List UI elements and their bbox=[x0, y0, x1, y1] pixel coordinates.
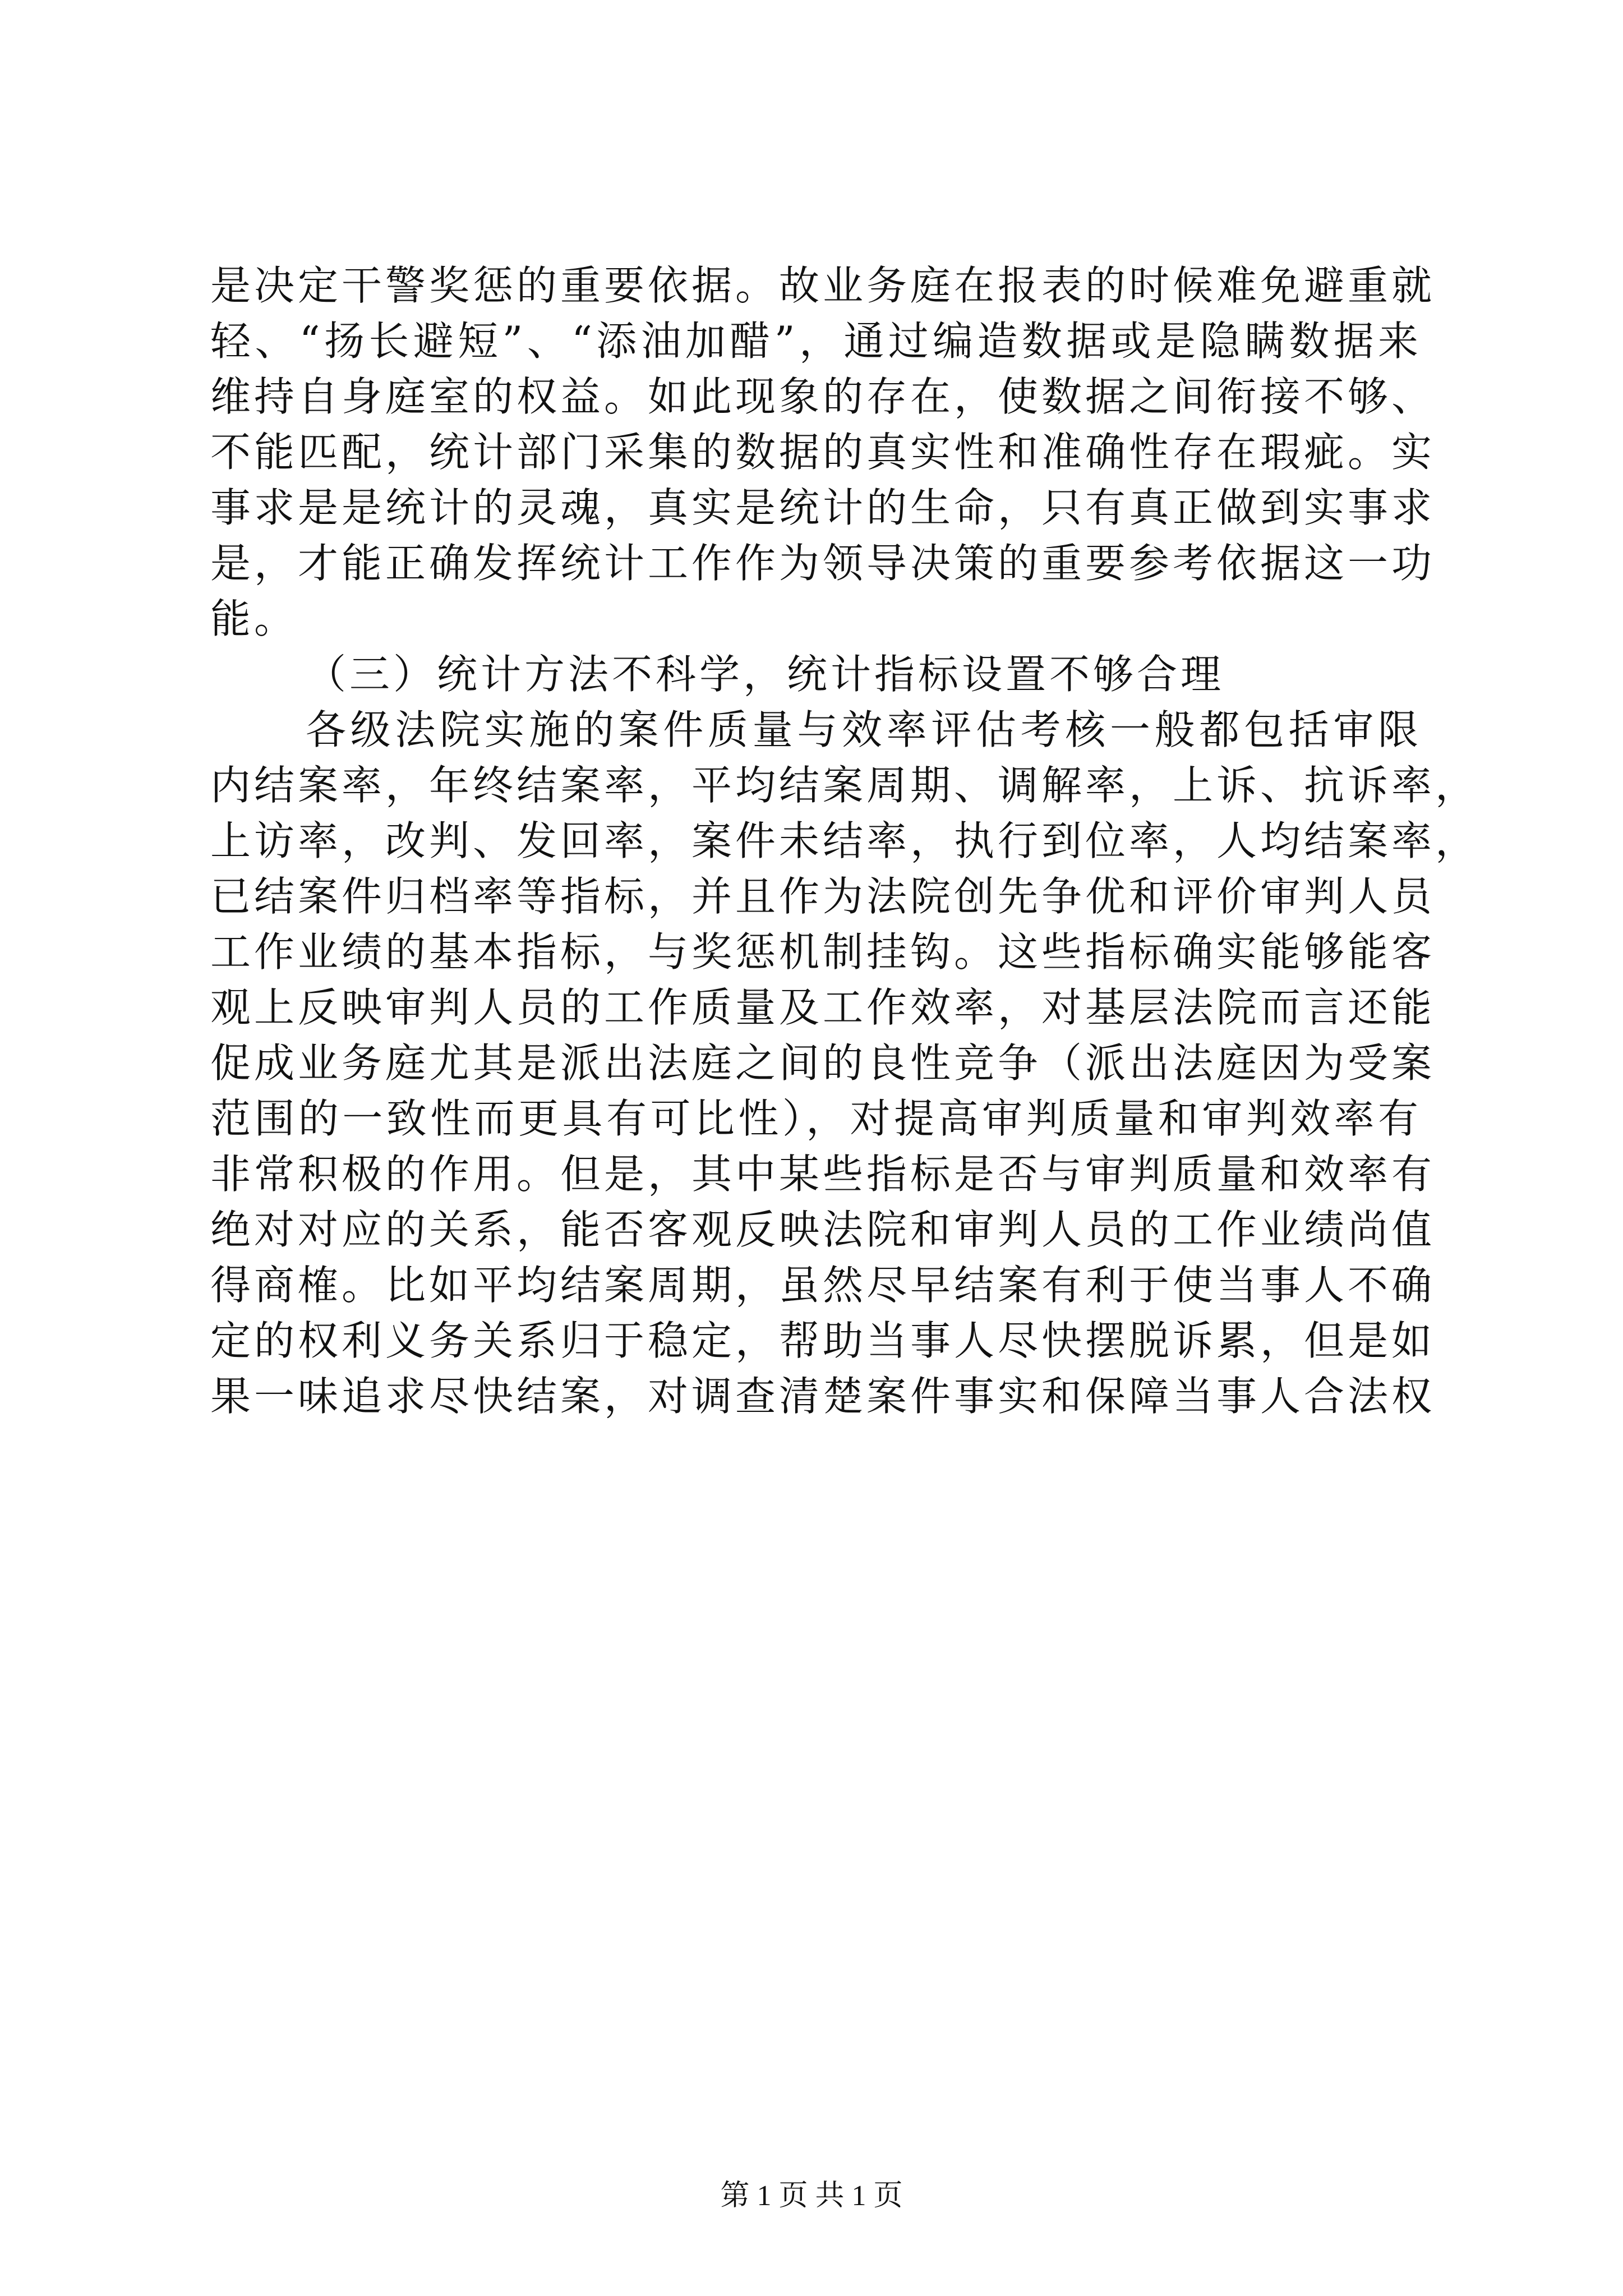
paragraph1-line: 是，才能正确发挥统计工作作为领导决策的重要参考依据这一功 bbox=[210, 540, 1436, 587]
paragraph1-line: 轻、“扬长避短”、“添油加醋”，通过编造数据或是隐瞒数据来 bbox=[210, 318, 1422, 365]
section-heading: （三）统计方法不科学，统计指标设置不够合理 bbox=[306, 651, 1225, 698]
paragraph1-line: 能。 bbox=[210, 595, 298, 642]
paragraph2-line: 促成业务庭尤其是派出法庭之间的良性竞争（派出法庭因为受案 bbox=[210, 1039, 1436, 1087]
paragraph2-line: 工作业绩的基本指标，与奖惩机制挂钩。这些指标确实能够能客 bbox=[210, 928, 1436, 976]
paragraph2-line: 各级法院实施的案件质量与效率评估考核一般都包括审限 bbox=[306, 706, 1422, 753]
paragraph2-line: 绝对对应的关系，能否客观反映法院和审判人员的工作业绩尚值 bbox=[210, 1206, 1436, 1253]
paragraph2-line: 上访率，改判、发回率，案件未结率，执行到位率，人均结案率， bbox=[210, 817, 1479, 864]
paragraph1-line: 维持自身庭室的权益。如此现象的存在，使数据之间衔接不够、 bbox=[210, 373, 1436, 420]
paragraph2-line: 已结案件归档率等指标，并且作为法院创先争优和评价审判人员 bbox=[210, 873, 1436, 920]
paragraph2-line: 观上反映审判人员的工作质量及工作效率，对基层法院而言还能 bbox=[210, 984, 1436, 1031]
paragraph2-line: 得商榷。比如平均结案周期，虽然尽早结案有利于使当事人不确 bbox=[210, 1262, 1436, 1309]
paragraph2-line: 非常积极的作用。但是，其中某些指标是否与审判质量和效率有 bbox=[210, 1151, 1436, 1198]
document-body bbox=[210, 258, 1479, 1424]
page-footer: 第 1 页 共 1 页 bbox=[720, 2180, 903, 2212]
paragraph2-line: 果一味追求尽快结案，对调查清楚案件事实和保障当事人合法权 bbox=[210, 1373, 1436, 1420]
paragraph1-line: 是决定干警奖惩的重要依据。故业务庭在报表的时候难免避重就 bbox=[210, 262, 1436, 309]
paragraph2-line: 定的权利义务关系归于稳定，帮助当事人尽快摆脱诉累，但是如 bbox=[210, 1317, 1436, 1364]
paragraph1-line: 不能匹配，统计部门采集的数据的真实性和准确性存在瑕疵。实 bbox=[210, 429, 1436, 476]
paragraph1-line: 事求是是统计的灵魂，真实是统计的生命，只有真正做到实事求 bbox=[210, 484, 1436, 531]
paragraph2-line: 范围的一致性而更具有可比性），对提高审判质量和审判效率有 bbox=[210, 1095, 1422, 1142]
paragraph2-line: 内结案率，年终结案率，平均结案周期、调解率，上诉、抗诉率， bbox=[210, 762, 1479, 809]
